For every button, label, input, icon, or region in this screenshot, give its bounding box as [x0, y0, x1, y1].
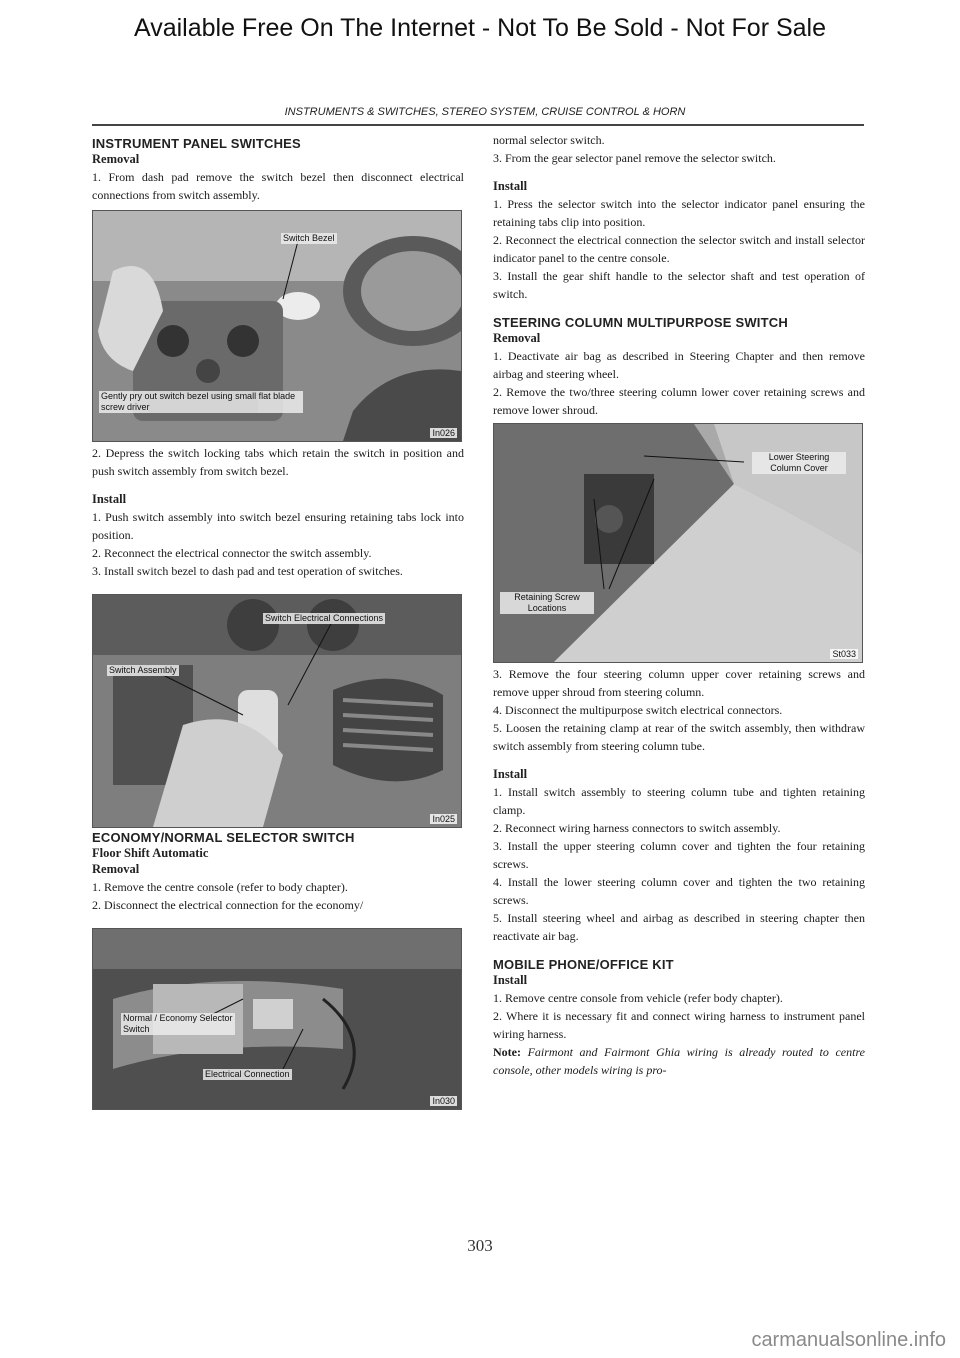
figure-label-electrical-connection: Electrical Connection [205, 1069, 290, 1079]
subheading-install: Install [92, 492, 127, 506]
figure-label-switch-assembly: Switch Assembly [109, 665, 177, 675]
subheading-install: Install [493, 973, 528, 987]
section-title-economy-normal-switch: ECONOMY/NORMAL SELECTOR SWITCH [92, 830, 355, 845]
step-text: 1. Remove the centre console (refer to body chapter). [92, 880, 348, 894]
step-text: 3. From the gear selector panel remove the selector switch. [493, 151, 776, 165]
figure-code: In025 [432, 814, 455, 824]
figure-code: St033 [832, 649, 856, 659]
left-column [92, 136, 464, 1110]
photo-switch-assembly [93, 595, 461, 827]
step-text: 2. Reconnect the electrical connection the selector switch and install selector indicator panel to the centre console. [493, 233, 865, 265]
figure-label-selector-switch: Normal / Economy Selector Switch [121, 1013, 235, 1035]
step-text: normal selector switch. [493, 133, 605, 147]
subheading-install: Install [493, 767, 528, 781]
header-rule [92, 124, 864, 126]
step-text: 2. Where it is necessary fit and connect wiring harness to instrument panel wiring harness. [493, 1009, 865, 1041]
step-text: 3. Install the upper steering column cover and tighten the four retaining screws. [493, 839, 865, 871]
step-text: 5. Install steering wheel and airbag as described in steering chapter then reactivate air bag. [493, 911, 865, 943]
figure-switch-assembly [92, 594, 462, 828]
subheading-install: Install [493, 179, 528, 193]
subheading-floor-shift: Floor Shift Automatic [92, 846, 209, 860]
footer-watermark[interactable]: carmanualsonline.info [751, 1329, 946, 1351]
step-text: 1. Remove centre console from vehicle (refer body chapter). [493, 991, 783, 1005]
step-text: 3. Install switch bezel to dash pad and test operation of switches. [92, 564, 403, 578]
figure-label-pry-instruction: Gently pry out switch bezel using small flat blade screw driver [99, 391, 303, 413]
step-text: 2. Depress the switch locking tabs which retain the switch in position and push switch assembly from switch bezel. [92, 446, 464, 478]
figure-code: In026 [432, 428, 455, 438]
figure-label-screw-locations: Retaining Screw Locations [500, 592, 594, 614]
step-text: 2. Reconnect the electrical connector the switch assembly. [92, 546, 372, 560]
note-paragraph [493, 1043, 865, 1079]
figure-steering-column-cover [493, 423, 863, 663]
figure-label-electrical-connections: Switch Electrical Connections [265, 613, 384, 623]
figure-switch-bezel [92, 210, 462, 442]
page-number: 303 [467, 1236, 493, 1255]
step-text: 1. From dash pad remove the switch bezel then disconnect electrical connections from switch assembly. [92, 170, 464, 202]
step-text: 2. Disconnect the electrical connection for the economy/ [92, 898, 364, 912]
subheading-removal: Removal [92, 862, 140, 876]
figure-label-lower-cover: Lower Steering Column Cover [752, 452, 846, 474]
page-banner: Available Free On The Internet - Not To Be Sold - Not For Sale [133, 14, 827, 42]
step-text: 2. Reconnect wiring harness connectors to switch assembly. [493, 821, 781, 835]
step-text: 4. Install the lower steering column cover and tighten the two retaining screws. [493, 875, 865, 907]
step-text: 5. Loosen the retaining clamp at rear of the switch assembly, then withdraw switch assembly from steering column tube. [493, 721, 865, 753]
step-text: 2. Remove the two/three steering column lower cover retaining screws and remove lower shroud. [493, 385, 865, 417]
step-text: 1. Push switch assembly into switch bezel ensuring retaining tabs lock into position. [92, 510, 464, 542]
section-title-instrument-panel-switches: INSTRUMENT PANEL SWITCHES [92, 136, 301, 151]
section-title-mobile-phone-kit: MOBILE PHONE/OFFICE KIT [493, 957, 674, 972]
step-text: 1. Deactivate air bag as described in Steering Chapter and then remove airbag and steering wheel. [493, 349, 865, 381]
note-label: Note: [493, 1045, 521, 1059]
step-text: 1. Press the selector switch into the selector indicator panel ensuring the retaining tabs clip into position. [493, 197, 865, 229]
step-text: 4. Disconnect the multipurpose switch electrical connectors. [493, 703, 783, 717]
figure-code: In030 [432, 1096, 455, 1106]
section-title-steering-column-switch: STEERING COLUMN MULTIPURPOSE SWITCH [493, 315, 788, 330]
figure-label-switch-bezel: Switch Bezel [283, 233, 335, 243]
right-column [493, 131, 865, 1079]
step-text: 1. Install switch assembly to steering column tube and tighten retaining clamp. [493, 785, 865, 817]
subheading-removal: Removal [493, 331, 541, 345]
step-text: 3. Install the gear shift handle to the selector shaft and test operation of switch. [493, 269, 865, 301]
note-text: Fairmont and Fairmont Ghia wiring is already routed to centre console, other models wiring is pro- [493, 1045, 866, 1077]
figure-selector-switch [92, 928, 462, 1110]
running-head: INSTRUMENTS & SWITCHES, STEREO SYSTEM, CRUISE CONTROL & HORN [284, 106, 686, 118]
step-text: 3. Remove the four steering column upper cover retaining screws and remove upper shroud from steering column. [493, 667, 865, 699]
subheading-removal: Removal [92, 152, 140, 166]
